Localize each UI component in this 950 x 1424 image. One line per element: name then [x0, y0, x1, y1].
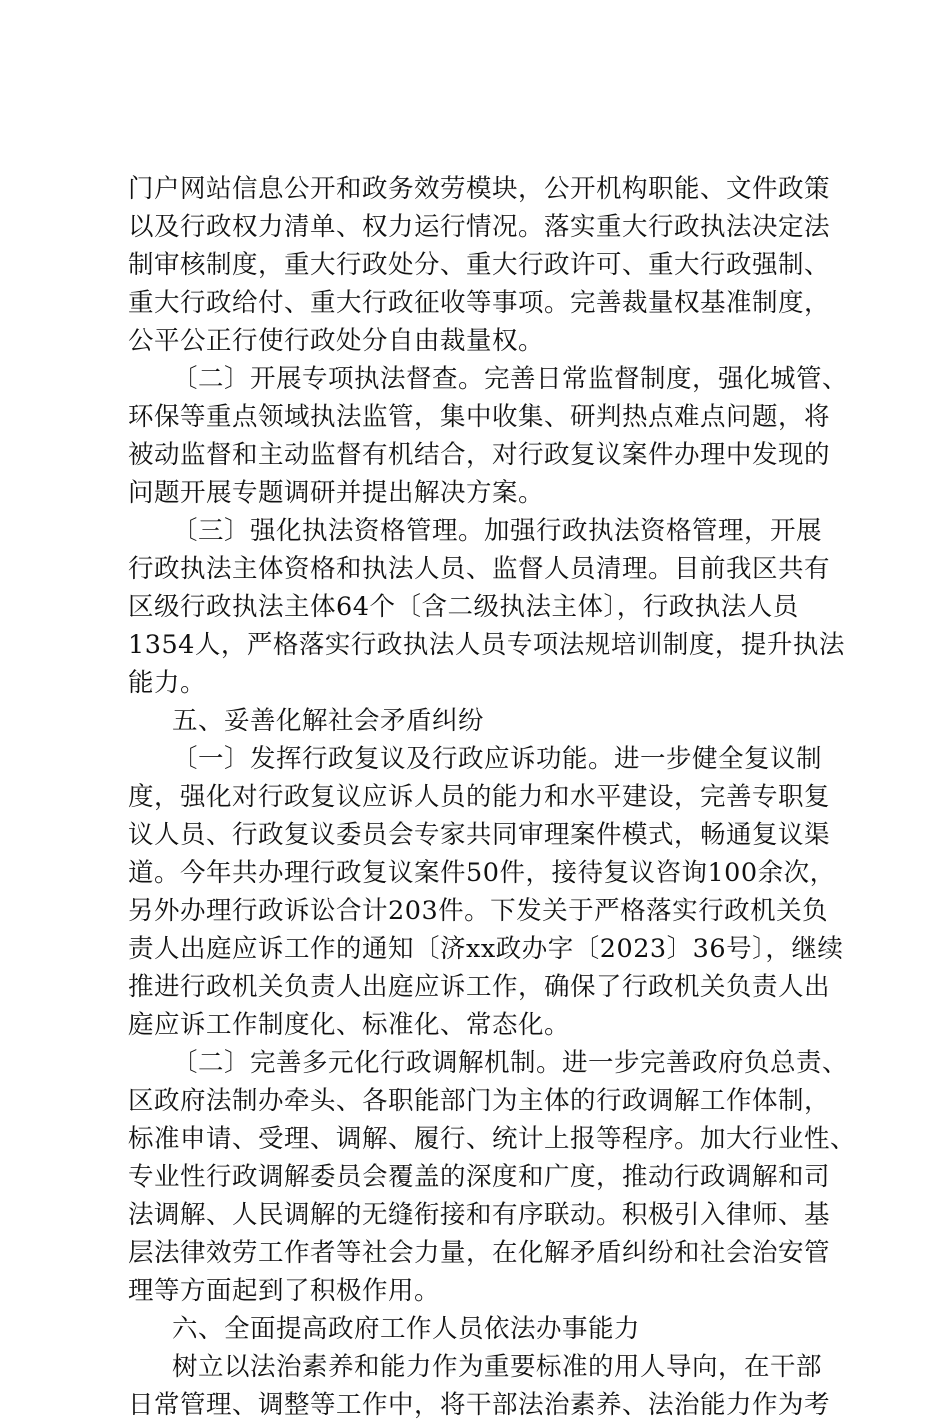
- text-line: 制审核制度，重大行政处分、重大行政许可、重大行政强制、: [128, 250, 831, 280]
- text-line: 区政府法制办牵头、各职能部门为主体的行政调解工作体制，: [128, 1086, 831, 1116]
- text-line: 理等方面起到了积极作用。: [128, 1276, 441, 1306]
- text-line: 议人员、行政复议委员会专家共同审理案件模式，畅通复议渠: [128, 820, 831, 850]
- document-body: [128, 170, 857, 1424]
- text-line: 〔三〕强化执法资格管理。加强行政执法资格管理，开展: [172, 516, 823, 546]
- text-line: 问题开展专题调研并提出解决方案。: [128, 478, 545, 508]
- text-line: 层法律效劳工作者等社会力量，在化解矛盾纠纷和社会治安管: [128, 1238, 831, 1268]
- text-line: 标准申请、受理、调解、履行、统计上报等程序。加大行业性、: [128, 1124, 857, 1154]
- text-line: 门户网站信息公开和政务效劳模块，公开机构职能、文件政策: [128, 174, 831, 204]
- text-line: 被动监督和主动监督有机结合，对行政复议案件办理中发现的: [128, 440, 831, 470]
- text-line: 推进行政机关负责人出庭应诉工作，确保了行政机关负责人出: [128, 972, 831, 1002]
- text-line: 日常管理、调整等工作中，将干部法治素养、法治能力作为考: [128, 1390, 831, 1420]
- text-line: 庭应诉工作制度化、标准化、常态化。: [128, 1010, 571, 1040]
- text-line: 公平公正行使行政处分自由裁量权。: [128, 326, 545, 356]
- text-line: 六、全面提高政府工作人员依法办事能力: [172, 1314, 641, 1344]
- text-line: 区级行政执法主体64个〔含二级执法主体〕，行政执法人员: [128, 592, 799, 622]
- text-line: 能力。: [128, 668, 207, 698]
- text-line: 行政执法主体资格和执法人员、监督人员清理。目前我区共有: [128, 554, 831, 584]
- text-line: 责人出庭应诉工作的通知〔济xx政办字〔2023〕36号〕，继续: [128, 934, 844, 964]
- text-line: 专业性行政调解委员会覆盖的深度和广度，推动行政调解和司: [128, 1162, 831, 1192]
- text-line: 五、妥善化解社会矛盾纠纷: [172, 706, 485, 736]
- text-line: 1354人，严格落实行政执法人员专项法规培训制度，提升执法: [128, 630, 845, 660]
- text-line: 重大行政给付、重大行政征收等事项。完善裁量权基准制度，: [128, 288, 831, 318]
- text-line: 度，强化对行政复议应诉人员的能力和水平建设，完善专职复: [128, 782, 831, 812]
- text-line: 道。今年共办理行政复议案件50件，接待复议咨询100余次，: [128, 858, 836, 888]
- text-line: 以及行政权力清单、权力运行情况。落实重大行政执法决定法: [128, 212, 831, 242]
- text-line: 树立以法治素养和能力作为重要标准的用人导向，在干部: [172, 1352, 823, 1382]
- text-line: 法调解、人民调解的无缝衔接和有序联动。积极引入律师、基: [128, 1200, 831, 1230]
- text-line: 另外办理行政诉讼合计203件。下发关于严格落实行政机关负: [128, 896, 829, 926]
- text-line: 〔二〕开展专项执法督查。完善日常监督制度，强化城管、: [172, 364, 849, 394]
- text-line: 〔一〕发挥行政复议及行政应诉功能。进一步健全复议制: [172, 744, 823, 774]
- text-line: 〔二〕完善多元化行政调解机制。进一步完善政府负总责、: [172, 1048, 849, 1078]
- text-line: 环保等重点领域执法监管，集中收集、研判热点难点问题，将: [128, 402, 831, 432]
